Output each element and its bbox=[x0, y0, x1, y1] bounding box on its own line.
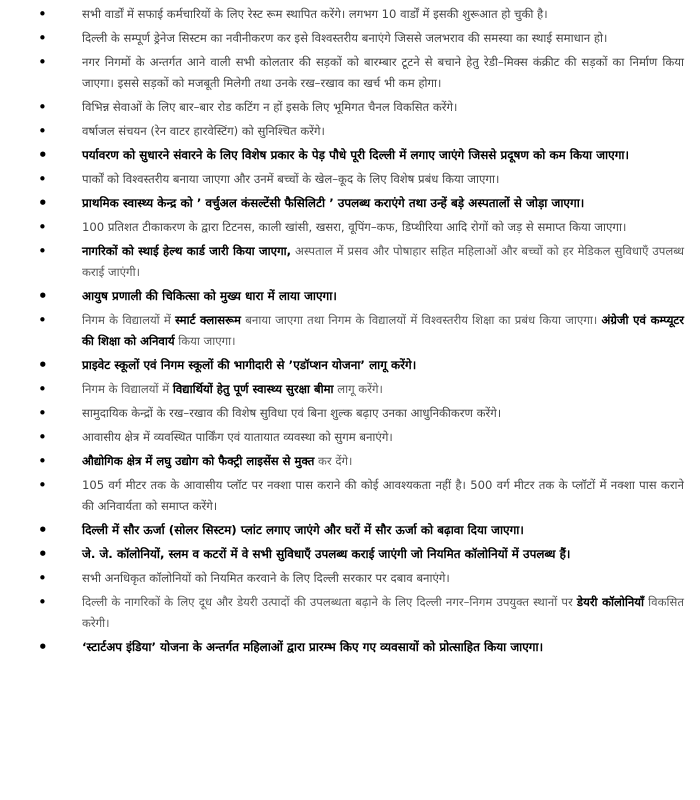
item-text: किया जाएगा। bbox=[174, 334, 236, 348]
list-item bbox=[0, 241, 684, 283]
item-text: वर्षाजल संचयन (रेन वाटर हारवेस्टिंग) को सुनिश्चित करेंगे। bbox=[82, 124, 325, 138]
item-text: आयुष प्रणाली की चिकित्सा को मुख्य धारा में लाया जाएगा। bbox=[82, 289, 337, 303]
item-text: निगम के विद्यालयों में bbox=[82, 382, 173, 396]
bullet-icon: • bbox=[38, 122, 47, 140]
bullet-icon: • bbox=[38, 476, 47, 494]
item-text: सभी वार्डों में सफाई कर्मचारियों के लिए रेस्ट रूम स्थापित करेंगे। लगभग 10 वार्डों में इसकी शुरूआत हो चुकी है। bbox=[82, 7, 548, 21]
item-text: पार्कों को विश्वस्तरीय बनाया जाएगा और उनमें बच्चों के खेल–कूद के लिए विशेष प्रबंध किया जाएगा। bbox=[82, 172, 500, 186]
item-text: बनाया जाएगा तथा निगम के विद्यालयों में विश्वस्तरीय शिक्षा का प्रबंध किया जाएगा। bbox=[241, 313, 602, 327]
list-item bbox=[0, 217, 684, 238]
item-text: दिल्ली के सम्पूर्ण ड्रेनेज सिस्टम का नवीनीकरण कर इसे विश्वस्तरीय बनाएंगे जिससे जलभराव की समस्या का स्थाई समाधान हो। bbox=[82, 31, 608, 45]
bold-text: औद्योगिक क्षेत्र में लघु उद्योग को फैक्ट्री लाइसेंस से मुक्त bbox=[82, 454, 315, 468]
bullet-icon: • bbox=[38, 404, 47, 422]
bullet-icon: • bbox=[38, 380, 47, 398]
item-text: ‘स्टार्टअप इंडिया’ योजना के अन्तर्गत महिलाओं द्वारा प्रारम्भ किए गए व्यवसायों को प्रोत्साहित किया जाएगा। bbox=[82, 640, 544, 654]
bold-text: स्मार्ट क्लासरूम bbox=[175, 313, 241, 327]
bullet-icon: • bbox=[38, 428, 47, 446]
item-text: विभिन्न सेवाओं के लिए बार–बार रोड कटिंग न हों इसके लिए भूमिगत चैनल विकसित करेंगे। bbox=[82, 100, 458, 114]
item-text: दिल्ली में सौर ऊर्जा (सोलर सिस्टम) प्लांट लगाए जाएंगे और घरों में सौर ऊर्जा को बढ़ावा दिया जाएगा। bbox=[82, 523, 524, 537]
item-text: विकसित करेगी। bbox=[82, 595, 684, 630]
item-text: 100 प्रतिशत टीकाकरण के द्वारा टिटनस, काली खांसी, खसरा, वूपिंग–कफ, डिप्थीरिया आदि रोगों को जड़ से समाप्त किया जाएगा। bbox=[82, 220, 627, 234]
bullet-icon: • bbox=[38, 98, 47, 116]
bullet-icon: • bbox=[38, 170, 47, 188]
list-item bbox=[0, 544, 684, 565]
bullet-icon: • bbox=[38, 146, 48, 164]
list-item bbox=[0, 97, 684, 118]
item-text: दिल्ली के नागरिकों के लिए दूध और डेयरी उत्पादों की उपलब्धता बढ़ाने के लिए दिल्ली नगर–निगम उपयुक्त स्थानों पर bbox=[82, 595, 577, 609]
list-item bbox=[0, 637, 684, 658]
list-item bbox=[0, 52, 684, 94]
list-item bbox=[0, 427, 684, 448]
bullet-icon: • bbox=[38, 452, 47, 470]
list-item bbox=[0, 310, 684, 352]
item-text: पर्यावरण को सुधारने संवारने के लिए विशेष प्रकार के पेड़ पौधे पूरी दिल्ली में लगाए जाएंगे जिससे प्रदूषण को कम किया जाएगा। bbox=[82, 148, 629, 162]
bullet-icon: • bbox=[38, 638, 48, 656]
bullet-icon: • bbox=[38, 569, 47, 587]
item-text: जे. जे. कॉलोनियों, स्लम व कटरों में वे सभी सुविधाएँ उपलब्ध कराई जाएंगी जो नियमित कॉलोनियों में उपलब्ध हैं। bbox=[82, 547, 571, 561]
bullet-icon: • bbox=[38, 242, 47, 260]
bullet-icon: • bbox=[38, 545, 48, 563]
bullet-icon: • bbox=[38, 194, 48, 212]
bullet-icon: • bbox=[38, 356, 48, 374]
item-text: सभी अनधिकृत कॉलोनियों को नियमित करवाने के लिए दिल्ली सरकार पर दबाव बनाएंगे। bbox=[82, 571, 450, 585]
bullet-icon: • bbox=[38, 5, 47, 23]
item-text: कर देंगे। bbox=[314, 454, 353, 468]
list-item bbox=[0, 4, 684, 25]
item-text: लागू करेंगे। bbox=[333, 382, 383, 396]
list-item bbox=[0, 403, 684, 424]
bullet-icon: • bbox=[38, 521, 48, 539]
list-item bbox=[0, 286, 684, 307]
item-text: 105 वर्ग मीटर तक के आवासीय प्लॉट पर नक्शा पास कराने की कोई आवश्यकता नहीं है। 500 वर्ग मीटर तक के प्लॉटों में नक्शा पास कराने की अनिवार्यता को समाप्त करेंगे। bbox=[82, 478, 684, 513]
list-item bbox=[0, 520, 684, 541]
bold-text: नागरिकों को स्थाई हेल्थ कार्ड जारी किया जाएगा, bbox=[82, 244, 292, 258]
bullet-icon: • bbox=[38, 29, 47, 47]
list-item bbox=[0, 592, 684, 634]
list-item bbox=[0, 193, 684, 214]
list-item bbox=[0, 451, 684, 472]
list-item bbox=[0, 28, 684, 49]
bullet-icon: • bbox=[38, 593, 47, 611]
item-text: प्राथमिक स्वास्थ्य केन्द्र को ’ वर्चुअल कंसल्टेंसी फैसिलिटी ’ उपलब्ध कराएंगे तथा उन्हें बड़े अस्पतालों से जोड़ा जाएगा। bbox=[82, 196, 585, 210]
list-item bbox=[0, 355, 684, 376]
list-item bbox=[0, 379, 684, 400]
bullet-icon: • bbox=[38, 218, 47, 236]
item-text: निगम के विद्यालयों में bbox=[82, 313, 176, 327]
bullet-icon: • bbox=[38, 287, 48, 305]
list-item bbox=[0, 121, 684, 142]
bold-text: विद्यार्थियों हेतु पूर्ण स्वास्थ्य सुरक्षा बीमा bbox=[172, 382, 334, 396]
item-text: अस्पताल में प्रसव और पोषाहार सहित महिलाओं और बच्चों को हर मेडिकल सुविधाएँ उपलब्ध कराई जाएंगी। bbox=[82, 244, 684, 279]
list-item bbox=[0, 145, 684, 166]
bold-text: अंग्रेजी एवं कम्प्यूटर की शिक्षा को अनिवार्य bbox=[82, 313, 684, 348]
bullet-icon: • bbox=[38, 53, 47, 71]
list-item bbox=[0, 475, 684, 517]
list-item bbox=[0, 568, 684, 589]
item-text: नगर निगमों के अन्तर्गत आने वाली सभी कोलतार की सड़कों को बारम्बार टूटने से बचाने हेतु रेडी–मिक्स कंक्रीट की सड़कों का निर्माण किया जाएगा। इससे सड़कों को मजबूती मिलेगी तथा उनके रख–रखाव का खर्च भी कम होगा। bbox=[82, 55, 684, 90]
item-text: प्राइवेट स्कूलों एवं निगम स्कूलों की भागीदारी से ’एडॉप्शन योजना’ लागू करेंगे। bbox=[82, 358, 417, 372]
item-text: सामुदायिक केन्द्रों के रख–रखाव की विशेष सुविधा एवं बिना शुल्क बढ़ाए उनका आधुनिकीकरण करेंगे। bbox=[82, 406, 502, 420]
item-text: आवासीय क्षेत्र में व्यवस्थित पार्किंग एवं यातायात व्यवस्था को सुगम बनाएंगे। bbox=[82, 430, 393, 444]
bold-text: डेयरी कॉलोनियाँ bbox=[576, 595, 645, 609]
list-item bbox=[0, 169, 684, 190]
bullet-icon: • bbox=[38, 311, 47, 329]
